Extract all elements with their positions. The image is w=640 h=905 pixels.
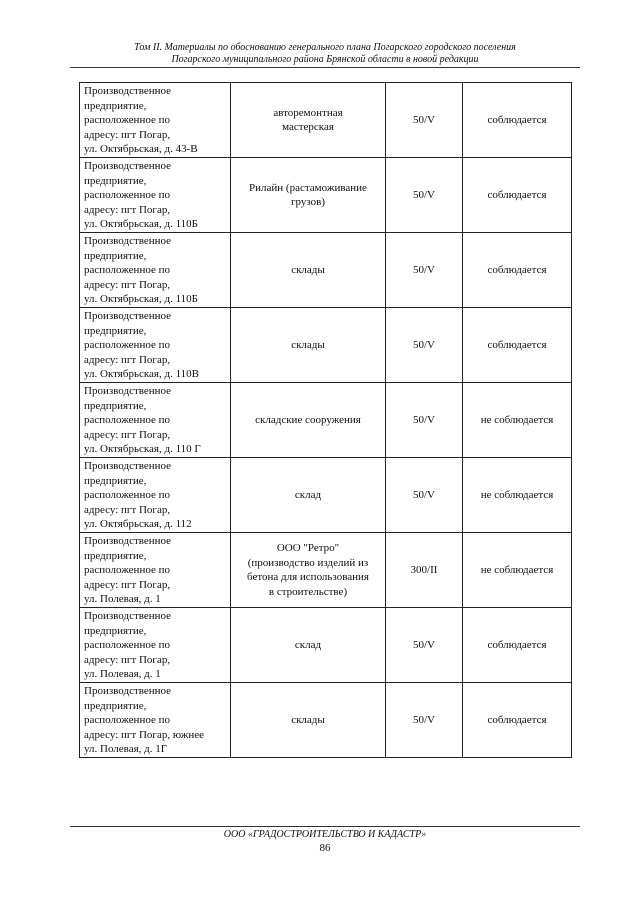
enterprise-name-cell-line: ул. Полевая, д. 1 xyxy=(84,668,161,680)
enterprise-name-cell xyxy=(80,683,231,758)
enterprise-name-cell-line: адресу: пгт Погар, xyxy=(84,503,171,516)
enterprise-name-cell-line: предприятие, xyxy=(84,249,147,262)
table-row xyxy=(80,533,572,608)
enterprise-name-cell-line: Производственное xyxy=(84,235,172,247)
enterprise-name-cell-line: предприятие, xyxy=(84,399,147,412)
table-row xyxy=(80,308,572,383)
compliance-status-cell: соблюдается xyxy=(463,158,572,233)
activity-cell-line: бетона для использования xyxy=(247,571,369,583)
enterprise-name-cell-line: расположенное по xyxy=(84,564,170,576)
enterprise-name-cell-line: адресу: пгт Погар, xyxy=(84,578,171,591)
table-body xyxy=(80,83,572,758)
enterprise-name-cell xyxy=(80,308,231,383)
activity-cell xyxy=(231,233,386,308)
activity-cell xyxy=(231,383,386,458)
activity-cell-line: Рилайн (растаможивание xyxy=(249,181,367,194)
footer-rule xyxy=(70,826,580,827)
activity-cell-line: склады xyxy=(291,338,325,351)
table-row xyxy=(80,383,572,458)
sanitary-zone-cell: 50/V xyxy=(386,383,463,458)
header-line-2: Погарского муниципального района Брянской области в новой редакции xyxy=(171,54,479,65)
compliance-status-cell: не соблюдается xyxy=(463,533,572,608)
activity-cell-line: в строительстве) xyxy=(268,585,348,598)
enterprise-name-cell-line: Производственное xyxy=(84,310,172,322)
activity-cell-line: грузов) xyxy=(290,196,325,208)
enterprise-name-cell-line: расположенное по xyxy=(84,114,170,126)
compliance-status-cell: соблюдается xyxy=(463,683,572,758)
enterprise-name-cell-line: адресу: пгт Погар, xyxy=(84,353,171,366)
sanitary-zone-cell: 50/V xyxy=(386,158,463,233)
enterprise-name-cell-line: ул. Октябрьская, д. 112 xyxy=(84,518,192,530)
enterprise-name-cell-line: адресу: пгт Погар, xyxy=(84,128,171,141)
enterprise-name-cell-line: адресу: пгт Погар, южнее xyxy=(84,728,205,741)
activity-cell-line: склады xyxy=(291,713,325,726)
sanitary-zone-cell: 50/V xyxy=(386,308,463,383)
activity-cell-line: склад xyxy=(294,638,322,651)
enterprise-name-cell-line: ул. Октябрьская, д. 110 Г xyxy=(84,443,201,455)
sanitary-zone-cell: 50/V xyxy=(386,608,463,683)
sanitary-zone-cell: 50/V xyxy=(386,458,463,533)
enterprise-name-cell-line: Производственное xyxy=(84,535,172,547)
compliance-status-cell: соблюдается xyxy=(463,83,572,158)
sanitary-zone-cell: 50/V xyxy=(386,233,463,308)
activity-cell-line: (производство изделий из xyxy=(247,556,369,569)
enterprise-name-cell-line: предприятие, xyxy=(84,549,147,562)
enterprise-name-cell xyxy=(80,233,231,308)
activity-cell xyxy=(231,308,386,383)
sanitary-zone-cell: 300/II xyxy=(386,533,463,608)
activity-cell-line: склады xyxy=(291,263,325,276)
enterprise-name-cell-line: ул. Октябрьская, д. 110Б xyxy=(84,293,198,305)
sanitary-zone-cell: 50/V xyxy=(386,83,463,158)
enterprise-name-cell-line: ул. Полевая, д. 1 xyxy=(84,593,161,605)
enterprise-name-cell-line: предприятие, xyxy=(84,99,147,112)
enterprise-name-cell-line: расположенное по xyxy=(84,264,170,276)
activity-cell-line: ООО "Ретро" xyxy=(276,542,340,554)
enterprise-name-cell-line: расположенное по xyxy=(84,414,170,426)
enterprise-name-cell-line: предприятие, xyxy=(84,324,147,337)
compliance-status-cell: соблюдается xyxy=(463,608,572,683)
table-row xyxy=(80,608,572,683)
enterprise-name-cell-line: расположенное по xyxy=(84,714,170,726)
enterprise-name-cell-line: Производственное xyxy=(84,160,172,172)
compliance-status-cell: не соблюдается xyxy=(463,458,572,533)
table-row xyxy=(80,158,572,233)
table-row xyxy=(80,458,572,533)
activity-cell xyxy=(231,533,386,608)
activity-cell-line: складские сооружения xyxy=(255,413,361,426)
activity-cell xyxy=(231,608,386,683)
compliance-status-cell: соблюдается xyxy=(463,233,572,308)
activity-cell xyxy=(231,683,386,758)
activity-cell-line: склад xyxy=(294,488,322,501)
enterprise-name-cell-line: ул. Октябрьская, д. 110Б xyxy=(84,218,198,230)
enterprise-name-cell-line: адресу: пгт Погар, xyxy=(84,428,171,441)
enterprise-name-cell-line: Производственное xyxy=(84,85,172,97)
enterprises-table xyxy=(79,82,572,758)
table-row xyxy=(80,233,572,308)
enterprise-name-cell-line: Производственное xyxy=(84,685,172,697)
page-number: 86 xyxy=(319,842,331,854)
enterprise-name-cell xyxy=(80,158,231,233)
enterprise-name-cell-line: расположенное по xyxy=(84,489,170,501)
compliance-status-cell: не соблюдается xyxy=(463,383,572,458)
sanitary-zone-cell: 50/V xyxy=(386,683,463,758)
page-header xyxy=(70,42,580,66)
compliance-status-cell: соблюдается xyxy=(463,308,572,383)
enterprise-name-cell-line: адресу: пгт Погар, xyxy=(84,278,171,291)
header-line-1: Том II. Материалы по обоснованию генерального плана Погарского городского поселения xyxy=(134,42,516,53)
enterprise-name-cell-line: предприятие, xyxy=(84,174,147,187)
enterprise-name-cell-line: адресу: пгт Погар, xyxy=(84,653,171,666)
enterprise-name-cell-line: расположенное по xyxy=(84,339,170,351)
enterprise-name-cell-line: предприятие, xyxy=(84,624,147,637)
activity-cell xyxy=(231,158,386,233)
footer-company: ООО «ГРАДОСТРОИТЕЛЬСТВО И КАДАСТР» xyxy=(223,829,427,840)
enterprise-name-cell-line: предприятие, xyxy=(84,699,147,712)
enterprise-name-cell xyxy=(80,83,231,158)
enterprise-name-cell-line: Производственное xyxy=(84,610,172,622)
enterprise-name-cell xyxy=(80,383,231,458)
header-rule xyxy=(70,67,580,68)
enterprise-name-cell-line: адресу: пгт Погар, xyxy=(84,203,171,216)
activity-cell xyxy=(231,458,386,533)
enterprise-name-cell xyxy=(80,458,231,533)
activity-cell-line: авторемонтная xyxy=(273,106,343,119)
enterprise-name-cell-line: ул. Октябрьская, д. 110В xyxy=(84,368,200,380)
enterprise-name-cell-line: ул. Октябрьская, д. 43-В xyxy=(84,143,198,155)
enterprise-name-cell-line: Производственное xyxy=(84,385,172,397)
enterprise-name-cell xyxy=(80,608,231,683)
enterprise-name-cell xyxy=(80,533,231,608)
enterprise-name-cell-line: предприятие, xyxy=(84,474,147,487)
table-row xyxy=(80,83,572,158)
table-row xyxy=(80,683,572,758)
enterprise-name-cell-line: Производственное xyxy=(84,460,172,472)
enterprise-name-cell-line: расположенное по xyxy=(84,639,170,651)
enterprise-name-cell-line: ул. Полевая, д. 1Г xyxy=(84,743,168,755)
activity-cell-line: мастерская xyxy=(282,121,334,133)
enterprise-name-cell-line: расположенное по xyxy=(84,189,170,201)
activity-cell xyxy=(231,83,386,158)
